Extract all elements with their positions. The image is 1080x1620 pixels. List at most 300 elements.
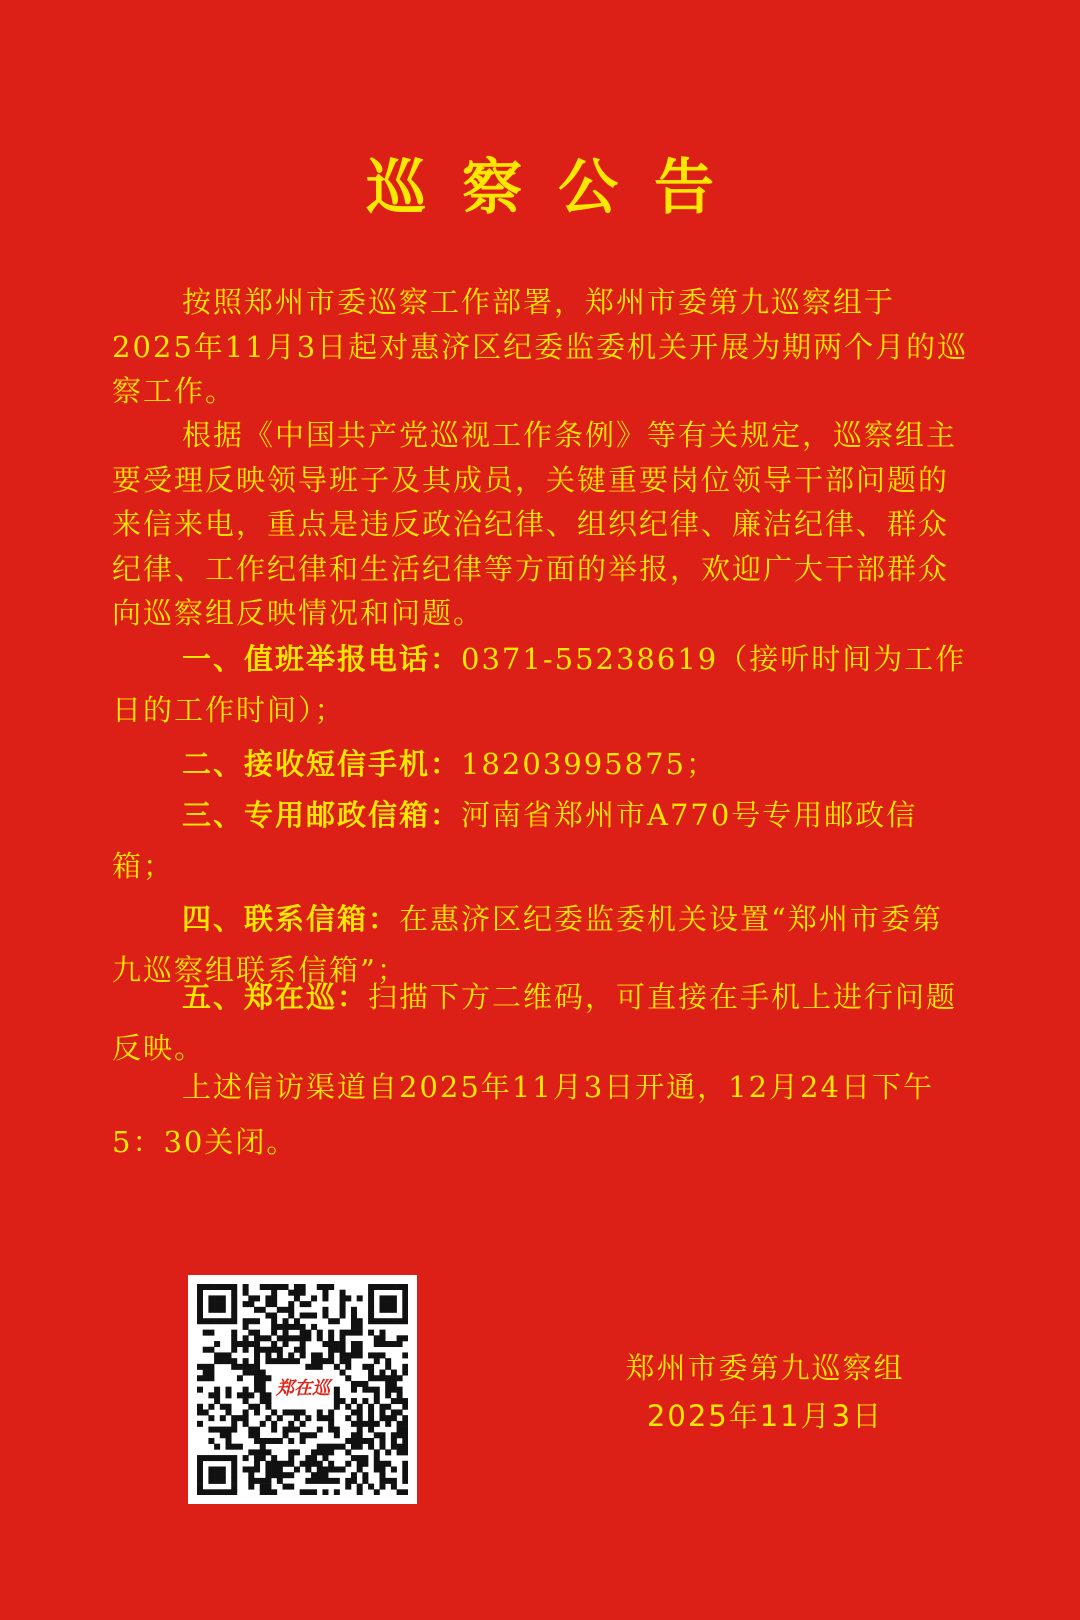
qr-module	[317, 1461, 323, 1467]
qr-module	[385, 1364, 391, 1370]
qr-module	[288, 1427, 294, 1433]
qr-module	[226, 1432, 232, 1438]
qr-logo: 郑在巡	[274, 1375, 332, 1403]
qr-module	[254, 1387, 260, 1393]
qr-module	[385, 1341, 391, 1347]
qr-module	[351, 1455, 357, 1461]
qr-module	[231, 1472, 237, 1478]
qr-module	[374, 1489, 380, 1495]
qr-module	[248, 1318, 254, 1324]
qr-module	[340, 1301, 346, 1307]
channel-zheng-zai-xun	[112, 972, 972, 1074]
qr-module	[231, 1484, 237, 1490]
qr-module	[357, 1341, 363, 1347]
qr-module	[300, 1421, 306, 1427]
qr-module	[300, 1352, 306, 1358]
channel-sms-text: 18203995875；	[461, 747, 717, 781]
qr-module	[397, 1335, 403, 1341]
qr-module	[402, 1472, 408, 1478]
qr-module	[334, 1398, 340, 1404]
qr-module	[374, 1387, 380, 1393]
qr-module	[237, 1415, 243, 1421]
qr-module	[220, 1455, 226, 1461]
qr-module	[311, 1358, 317, 1364]
qr-module	[208, 1364, 214, 1370]
qr-module	[340, 1341, 346, 1347]
qr-module	[208, 1370, 214, 1376]
qr-module	[402, 1449, 408, 1455]
qr-module	[220, 1404, 226, 1410]
qr-module	[277, 1284, 283, 1290]
qr-module	[294, 1335, 300, 1341]
qr-module	[351, 1313, 357, 1319]
qr-module	[283, 1341, 289, 1347]
channel-zheng-zai-xun-text: 扫描下方二维码，可直接在手机上进行问题反映。	[112, 980, 958, 1065]
qr-module	[197, 1472, 203, 1478]
qr-module	[271, 1489, 277, 1495]
qr-module	[220, 1295, 226, 1301]
qr-module	[254, 1341, 260, 1347]
qr-module	[305, 1335, 311, 1341]
qr-module	[322, 1415, 328, 1421]
qr-module	[214, 1295, 220, 1301]
qr-module	[340, 1352, 346, 1358]
qr-module	[357, 1324, 363, 1330]
qr-module	[397, 1409, 403, 1415]
qr-module	[214, 1478, 220, 1484]
qr-module	[351, 1347, 357, 1353]
qr-module	[260, 1375, 266, 1381]
qr-module	[283, 1472, 289, 1478]
qr-module	[248, 1484, 254, 1490]
qr-module	[345, 1484, 351, 1490]
qr-module	[265, 1313, 271, 1319]
qr-module	[402, 1404, 408, 1410]
channel-hotline	[112, 634, 972, 736]
channel-sms-label: 二、接收短信手机：	[182, 747, 462, 781]
channel-postal-box	[112, 790, 972, 892]
qr-module	[374, 1358, 380, 1364]
qr-module	[288, 1313, 294, 1319]
qr-module	[374, 1318, 380, 1324]
qr-module	[402, 1398, 408, 1404]
qr-module	[220, 1318, 226, 1324]
qr-module	[362, 1478, 368, 1484]
qr-module	[357, 1352, 363, 1358]
qr-module	[305, 1330, 311, 1336]
channel-zheng-zai-xun-label: 五、郑在巡：	[182, 980, 369, 1014]
qr-module	[300, 1284, 306, 1290]
qr-module	[231, 1364, 237, 1370]
qr-module	[243, 1387, 249, 1393]
qr-module	[334, 1432, 340, 1438]
qr-module	[374, 1449, 380, 1455]
qr-module	[248, 1427, 254, 1433]
qr-module	[283, 1409, 289, 1415]
qr-module	[317, 1364, 323, 1370]
qr-module	[271, 1347, 277, 1353]
qr-module	[271, 1438, 277, 1444]
qr-module	[231, 1489, 237, 1495]
qr-module	[220, 1478, 226, 1484]
qr-module	[345, 1364, 351, 1370]
qr-module	[294, 1449, 300, 1455]
qr-module	[208, 1489, 214, 1495]
qr-module	[208, 1472, 214, 1478]
qr-module	[311, 1295, 317, 1301]
notice-paragraph-2	[112, 413, 972, 636]
qr-module	[368, 1438, 374, 1444]
qr-module	[254, 1427, 260, 1433]
qr-module	[231, 1461, 237, 1467]
qr-module	[208, 1347, 214, 1353]
qr-module	[328, 1347, 334, 1353]
qr-module	[300, 1330, 306, 1336]
qr-module	[248, 1466, 254, 1472]
qr-module	[231, 1341, 237, 1347]
qr-module	[300, 1313, 306, 1319]
qr-module	[248, 1432, 254, 1438]
qr-module	[362, 1461, 368, 1467]
qr-module	[345, 1449, 351, 1455]
qr-module	[351, 1478, 357, 1484]
qr-module	[248, 1478, 254, 1484]
qr-module	[385, 1301, 391, 1307]
qr-module	[385, 1387, 391, 1393]
qr-module	[271, 1295, 277, 1301]
qr-module	[402, 1295, 408, 1301]
qr-module	[197, 1466, 203, 1472]
qr-module	[220, 1415, 226, 1421]
signature-date: 2025年11月3日	[646, 1399, 884, 1433]
qr-module	[397, 1421, 403, 1427]
qr-module	[260, 1438, 266, 1444]
paragraph-1-text: 按照郑州市委巡察工作部署，郑州市委第九巡察组于2025年11月3日起对惠济区纪委监委机关开展为期两个月的巡察工作。	[112, 285, 969, 408]
qr-module	[374, 1352, 380, 1358]
qr-module	[231, 1290, 237, 1296]
qr-module	[305, 1461, 311, 1467]
closing-text: 上述信访渠道自2025年11月3日开通，12月24日下午5：30关闭。	[112, 1070, 934, 1159]
qr-module	[260, 1284, 266, 1290]
qr-module	[351, 1352, 357, 1358]
qr-module	[254, 1370, 260, 1376]
qr-module	[357, 1347, 363, 1353]
channel-contact-box-label: 四、联系信箱：	[182, 902, 400, 936]
qr-module	[317, 1466, 323, 1472]
qr-module	[208, 1404, 214, 1410]
qr-module	[271, 1461, 277, 1467]
qr-module	[357, 1444, 363, 1450]
qr-module	[265, 1472, 271, 1478]
qr-module	[379, 1432, 385, 1438]
qr-module	[334, 1387, 340, 1393]
qr-module	[340, 1358, 346, 1364]
qr-module	[197, 1489, 203, 1495]
qr-module	[317, 1284, 323, 1290]
qr-module	[311, 1449, 317, 1455]
qr-module	[379, 1461, 385, 1467]
qr-module	[288, 1307, 294, 1313]
qr-module	[214, 1466, 220, 1472]
qr-module	[402, 1301, 408, 1307]
qr-module	[254, 1432, 260, 1438]
qr-module	[351, 1387, 357, 1393]
qr-module	[357, 1409, 363, 1415]
qr-module	[265, 1438, 271, 1444]
qr-module	[328, 1461, 334, 1467]
qr-module	[328, 1330, 334, 1336]
qr-module	[391, 1284, 397, 1290]
qr-module	[283, 1324, 289, 1330]
qr-module	[368, 1352, 374, 1358]
qr-module	[351, 1324, 357, 1330]
qr-module	[260, 1347, 266, 1353]
qr-module	[248, 1392, 254, 1398]
qr-module	[311, 1461, 317, 1467]
qr-module	[265, 1295, 271, 1301]
qr-module	[379, 1444, 385, 1450]
qr-module	[328, 1444, 334, 1450]
qr-module	[231, 1284, 237, 1290]
qr-module	[220, 1489, 226, 1495]
qr-module	[197, 1421, 203, 1427]
qr-module	[345, 1404, 351, 1410]
qr-module	[254, 1307, 260, 1313]
qr-module	[254, 1478, 260, 1484]
qr-module	[254, 1295, 260, 1301]
qr-module	[288, 1484, 294, 1490]
qr-module	[283, 1484, 289, 1490]
qr-module	[334, 1347, 340, 1353]
qr-module	[243, 1364, 249, 1370]
qr-module	[345, 1375, 351, 1381]
qr-module	[379, 1370, 385, 1376]
qr-module	[317, 1415, 323, 1421]
qr-module	[368, 1330, 374, 1336]
qr-module	[379, 1330, 385, 1336]
qr-module	[345, 1295, 351, 1301]
qr-module	[214, 1489, 220, 1495]
qr-module	[374, 1335, 380, 1341]
qr-module	[379, 1352, 385, 1358]
qr-module	[248, 1330, 254, 1336]
qr-module	[277, 1307, 283, 1313]
qr-module	[397, 1444, 403, 1450]
qr-module	[271, 1358, 277, 1364]
qr-module	[368, 1404, 374, 1410]
qr-module	[357, 1421, 363, 1427]
qr-module	[328, 1358, 334, 1364]
qr-module	[391, 1370, 397, 1376]
qr-module	[402, 1307, 408, 1313]
qr-module	[220, 1307, 226, 1313]
qr-module	[248, 1364, 254, 1370]
qr-module	[237, 1444, 243, 1450]
qr-module	[208, 1415, 214, 1421]
qr-module	[397, 1427, 403, 1433]
qr-module	[277, 1335, 283, 1341]
qr-module	[288, 1449, 294, 1455]
qr-module	[368, 1387, 374, 1393]
qr-module	[220, 1427, 226, 1433]
qr-module	[328, 1318, 334, 1324]
qr-module	[379, 1301, 385, 1307]
qr-module	[300, 1301, 306, 1307]
qr-module	[379, 1472, 385, 1478]
qr-module	[328, 1449, 334, 1455]
qr-module	[368, 1415, 374, 1421]
qr-module	[334, 1404, 340, 1410]
qr-module	[283, 1427, 289, 1433]
qr-module	[391, 1466, 397, 1472]
qr-module	[197, 1301, 203, 1307]
qr-module	[197, 1478, 203, 1484]
qr-module	[368, 1421, 374, 1427]
qr-module	[368, 1295, 374, 1301]
qr-module	[317, 1472, 323, 1478]
qr-module	[208, 1392, 214, 1398]
qr-module	[203, 1330, 209, 1336]
qr-module	[305, 1478, 311, 1484]
qr-module	[265, 1415, 271, 1421]
qr-module	[254, 1335, 260, 1341]
qr-module	[231, 1318, 237, 1324]
qr-module	[402, 1370, 408, 1376]
qr-module	[345, 1478, 351, 1484]
qr-module	[294, 1415, 300, 1421]
signature-org: 郑州市委第九巡察组	[625, 1351, 905, 1385]
qr-module	[379, 1404, 385, 1410]
qr-module	[226, 1409, 232, 1415]
qr-module	[197, 1307, 203, 1313]
qr-module	[362, 1472, 368, 1478]
qr-module	[203, 1409, 209, 1415]
qr-module	[243, 1358, 249, 1364]
qr-module	[283, 1318, 289, 1324]
qr-module	[397, 1387, 403, 1393]
qr-module	[322, 1307, 328, 1313]
qr-module	[271, 1290, 277, 1296]
qr-module	[305, 1364, 311, 1370]
qr-module	[226, 1455, 232, 1461]
qr-module	[277, 1358, 283, 1364]
qr-module	[271, 1472, 277, 1478]
qr-module	[385, 1307, 391, 1313]
qr-module	[197, 1313, 203, 1319]
qr-module	[391, 1444, 397, 1450]
qr-module	[391, 1398, 397, 1404]
qr-module	[294, 1324, 300, 1330]
qr-module	[260, 1307, 266, 1313]
qr-module	[385, 1404, 391, 1410]
qr-module	[340, 1307, 346, 1313]
qr-module	[305, 1455, 311, 1461]
qr-code[interactable]	[188, 1275, 417, 1504]
qr-module	[397, 1392, 403, 1398]
qr-module	[300, 1290, 306, 1296]
qr-module	[391, 1341, 397, 1347]
qr-module	[248, 1341, 254, 1347]
qr-module	[374, 1284, 380, 1290]
qr-module	[345, 1438, 351, 1444]
qr-module	[357, 1432, 363, 1438]
qr-module	[231, 1347, 237, 1353]
qr-module	[203, 1375, 209, 1381]
qr-module	[226, 1392, 232, 1398]
closing-statement	[112, 1060, 972, 1170]
qr-module	[305, 1301, 311, 1307]
qr-module	[214, 1392, 220, 1398]
qr-module	[374, 1398, 380, 1404]
qr-module	[288, 1358, 294, 1364]
qr-module	[214, 1387, 220, 1393]
qr-module	[237, 1392, 243, 1398]
qr-module	[357, 1330, 363, 1336]
paragraph-2-text: 根据《中国共产党巡视工作条例》等有关规定，巡察组主要受理反映领导班子及其成员，关键重要岗位领导干部问题的来信来电，重点是违反政治纪律、组织纪律、廉洁纪律、群众纪律、工作纪律和生活纪律等方面的举报，欢迎广大干部群众向巡察组反映情况和问题。	[112, 418, 958, 630]
qr-module	[379, 1438, 385, 1444]
qr-module	[317, 1444, 323, 1450]
qr-module	[214, 1352, 220, 1358]
qr-module	[402, 1438, 408, 1444]
qr-module	[197, 1364, 203, 1370]
qr-module	[226, 1438, 232, 1444]
qr-module	[226, 1444, 232, 1450]
qr-module	[243, 1335, 249, 1341]
qr-module	[277, 1438, 283, 1444]
qr-module	[288, 1290, 294, 1296]
qr-module	[351, 1307, 357, 1313]
qr-module	[322, 1313, 328, 1319]
qr-module	[328, 1409, 334, 1415]
qr-module	[288, 1455, 294, 1461]
qr-module	[391, 1301, 397, 1307]
qr-module	[317, 1358, 323, 1364]
qr-module	[322, 1290, 328, 1296]
notice-paragraph-1	[112, 280, 972, 414]
qr-module	[248, 1370, 254, 1376]
qr-module	[397, 1449, 403, 1455]
qr-module	[208, 1478, 214, 1484]
qr-module	[379, 1375, 385, 1381]
qr-module	[357, 1455, 363, 1461]
qr-module	[271, 1313, 277, 1319]
qr-module	[311, 1432, 317, 1438]
qr-module	[237, 1364, 243, 1370]
channel-postal-box-label: 三、专用邮政信箱：	[182, 798, 462, 832]
qr-module	[374, 1341, 380, 1347]
qr-module	[254, 1347, 260, 1353]
qr-module	[340, 1330, 346, 1336]
qr-module	[385, 1358, 391, 1364]
qr-module	[334, 1364, 340, 1370]
qr-module	[220, 1466, 226, 1472]
qr-module	[391, 1432, 397, 1438]
qr-module	[345, 1461, 351, 1467]
qr-module	[260, 1421, 266, 1427]
qr-module	[311, 1455, 317, 1461]
qr-module	[226, 1404, 232, 1410]
qr-module	[379, 1318, 385, 1324]
qr-module	[231, 1313, 237, 1319]
qr-module	[368, 1364, 374, 1370]
qr-module	[288, 1324, 294, 1330]
qr-module	[374, 1466, 380, 1472]
qr-module	[203, 1347, 209, 1353]
qr-module	[368, 1409, 374, 1415]
qr-module	[322, 1449, 328, 1455]
qr-module	[243, 1370, 249, 1376]
qr-module	[305, 1432, 311, 1438]
